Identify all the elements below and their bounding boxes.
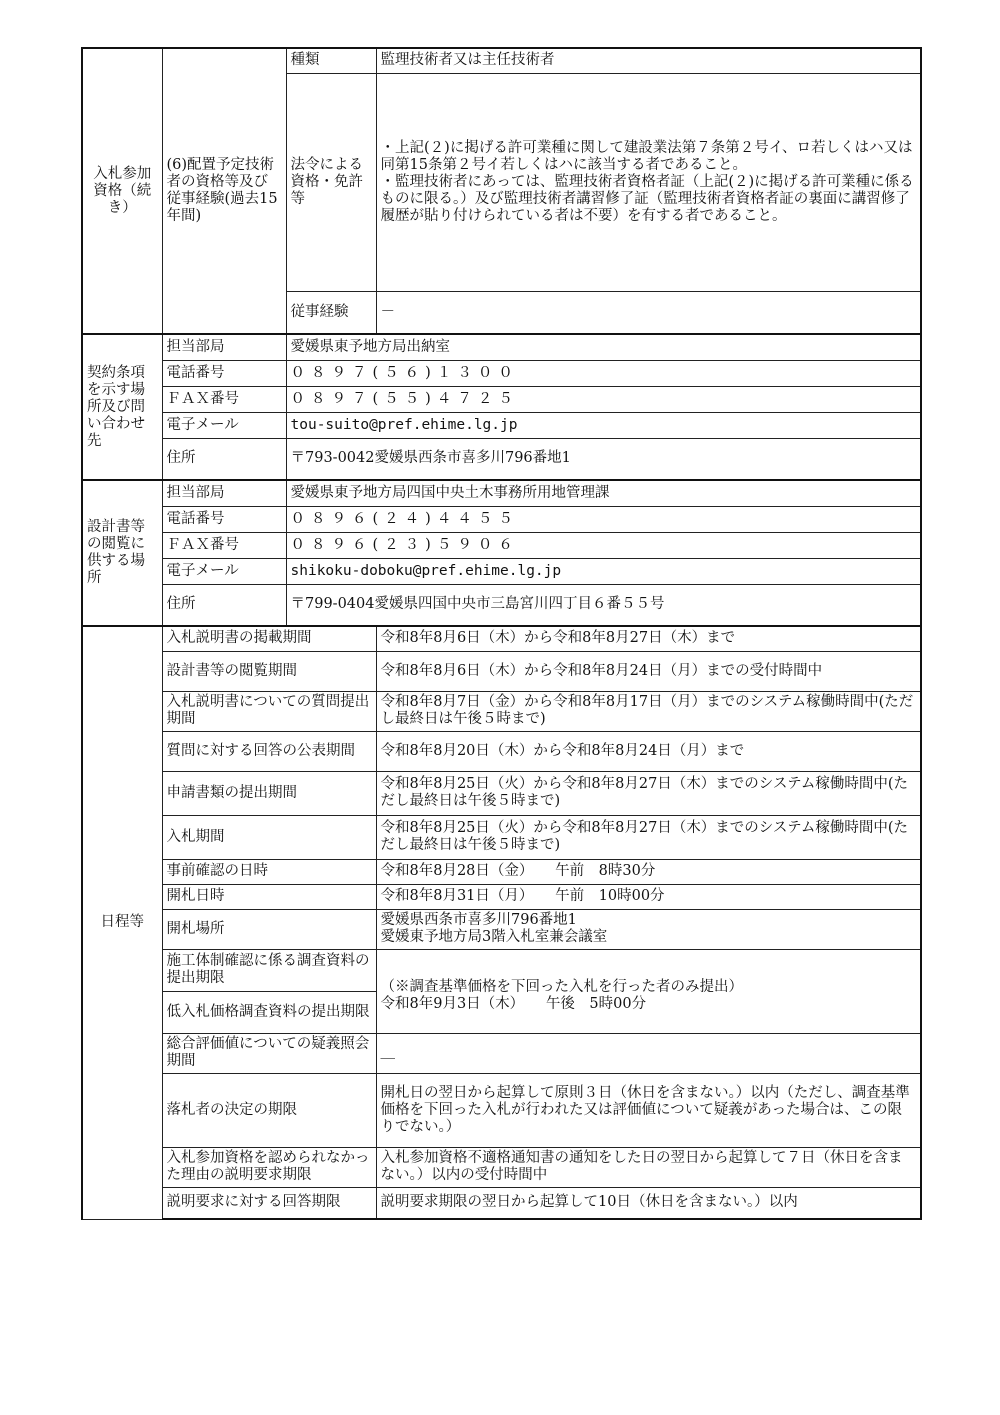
schedule-header: 日程等 [82, 626, 162, 1219]
participation-header: 入札参加資格（続き） [82, 48, 162, 334]
design-header: 設計書等の閲覧に供する場所 [82, 480, 162, 626]
contract-fax-label: ＦＡＸ番号 [162, 386, 286, 412]
schedule-value: 令和8年8月28日（金） 午前 8時30分 [376, 859, 921, 884]
contract-address-value: 〒793-0042愛媛県西条市喜多川796番地1 [286, 438, 921, 480]
schedule-value: 令和8年8月25日（火）から令和8年8月27日（木）までのシステム稼働時間中(ただし最終日は午後５時まで) [376, 815, 921, 859]
schedule-value: 入札参加資格不適格通知書の通知をした日の翌日から起算して７日（休日を含まない。）以内の受付時間中 [376, 1147, 921, 1187]
design-fax-label: ＦＡＸ番号 [162, 532, 286, 558]
schedule-value: 令和8年8月7日（金）から令和8年8月17日（月）までのシステム稼働時間中(ただし最終日は午後５時まで) [376, 691, 921, 731]
schedule-label: 質問に対する回答の公表期間 [162, 731, 376, 771]
participation-section [82, 48, 921, 334]
schedule-value: 令和8年8月25日（火）から令和8年8月27日（木）までのシステム稼働時間中(ただし最終日は午後５時まで) [376, 771, 921, 815]
design-email-link[interactable]: shikoku-doboku@pref.ehime.lg.jp [286, 558, 921, 584]
experience-value: － [376, 291, 921, 334]
schedule-label: 開札場所 [162, 909, 376, 949]
schedule-label: 施工体制確認に係る調査資料の提出期限 [162, 949, 376, 991]
schedule-label: 開札日時 [162, 884, 376, 909]
participation-sub-header: (6)配置予定技術者の資格等及び従事経験(過去15年間) [162, 48, 286, 334]
design-address-label: 住所 [162, 584, 286, 626]
schedule-label: 申請書類の提出期間 [162, 771, 376, 815]
contract-email-link[interactable]: tou-suito@pref.ehime.lg.jp [286, 412, 921, 438]
schedule-value: 令和8年8月6日（木）から令和8年8月27日（木）まで [376, 626, 921, 651]
design-email-label: 電子メール [162, 558, 286, 584]
contract-header: 契約条項を示す場所及び問い合わせ先 [82, 334, 162, 480]
contract-fax-value: ０８９７(５５)４７２５ [286, 386, 921, 412]
design-dept-value: 愛媛県東予地方局四国中央土木事務所用地管理課 [286, 480, 921, 506]
qualification-type-value: 監理技術者又は主任技術者 [376, 48, 921, 73]
schedule-value: ＿ [376, 1033, 921, 1073]
contract-phone-value: ０８９７(５６)１３００ [286, 360, 921, 386]
design-phone-value: ０８９６(２４)４４５５ [286, 506, 921, 532]
schedule-value: 令和8年8月6日（木）から令和8年8月24日（月）までの受付時間中 [376, 651, 921, 691]
design-phone-label: 電話番号 [162, 506, 286, 532]
survey-deadline-value: （※調査基準価格を下回った入札を行った者のみ提出） 令和8年9月3日（木） 午後 5時00分 [376, 949, 921, 1033]
schedule-label: 事前確認の日時 [162, 859, 376, 884]
experience-label: 従事経験 [286, 291, 376, 334]
contract-dept-label: 担当部局 [162, 334, 286, 360]
design-fax-value: ０８９６(２３)５９０６ [286, 532, 921, 558]
schedule-value: 愛媛県西条市喜多川796番地1 愛媛東予地方局3階入札室兼会議室 [376, 909, 921, 949]
qualification-type-label: 種類 [286, 48, 376, 73]
design-section [82, 480, 921, 626]
schedule-section [82, 626, 921, 1219]
contract-phone-label: 電話番号 [162, 360, 286, 386]
contract-address-label: 住所 [162, 438, 286, 480]
schedule-label: 低入札価格調査資料の提出期限 [162, 991, 376, 1033]
contract-email-label: 電子メール [162, 412, 286, 438]
license-value: ・上記(２)に掲げる許可業種に関して建設業法第７条第２号イ、ロ若しくはハ又は同第15条第２号イ若しくはハに該当する者であること。 ・監理技術者にあっては、監理技術者資格者証（上記(２)に掲げる許可業種に係るものに限る。）及び監理技術者講習修了証（監理技術者資格者証の裏面に講習修了履歴が貼り付けられている者は不要）を有する者であること。 [376, 73, 921, 291]
schedule-value: 開札日の翌日から起算して原則３日（休日を含まない。）以内（ただし、調査基準価格を下回った入札が行われた又は評価値について疑義があった場合は、この限りでない。） [376, 1073, 921, 1147]
schedule-label: 落札者の決定の期限 [162, 1073, 376, 1147]
schedule-label: 説明要求に対する回答期限 [162, 1187, 376, 1219]
contract-section [82, 334, 921, 480]
contract-dept-value: 愛媛県東予地方局出納室 [286, 334, 921, 360]
tender-notice-table [81, 47, 922, 1220]
schedule-label: 設計書等の閲覧期間 [162, 651, 376, 691]
design-dept-label: 担当部局 [162, 480, 286, 506]
design-address-value: 〒799-0404愛媛県四国中央市三島宮川四丁目６番５５号 [286, 584, 921, 626]
schedule-value: 令和8年8月31日（月） 午前 10時00分 [376, 884, 921, 909]
license-label: 法令による資格・免許等 [286, 73, 376, 291]
schedule-label: 入札説明書についての質問提出期間 [162, 691, 376, 731]
schedule-label: 入札期間 [162, 815, 376, 859]
schedule-label: 入札参加資格を認められなかった理由の説明要求期限 [162, 1147, 376, 1187]
schedule-value: 令和8年8月20日（木）から令和8年8月24日（月）まで [376, 731, 921, 771]
schedule-label: 総合評価値についての疑義照会期間 [162, 1033, 376, 1073]
schedule-value: 説明要求期限の翌日から起算して10日（休日を含まない。）以内 [376, 1187, 921, 1219]
schedule-label: 入札説明書の掲載期間 [162, 626, 376, 651]
